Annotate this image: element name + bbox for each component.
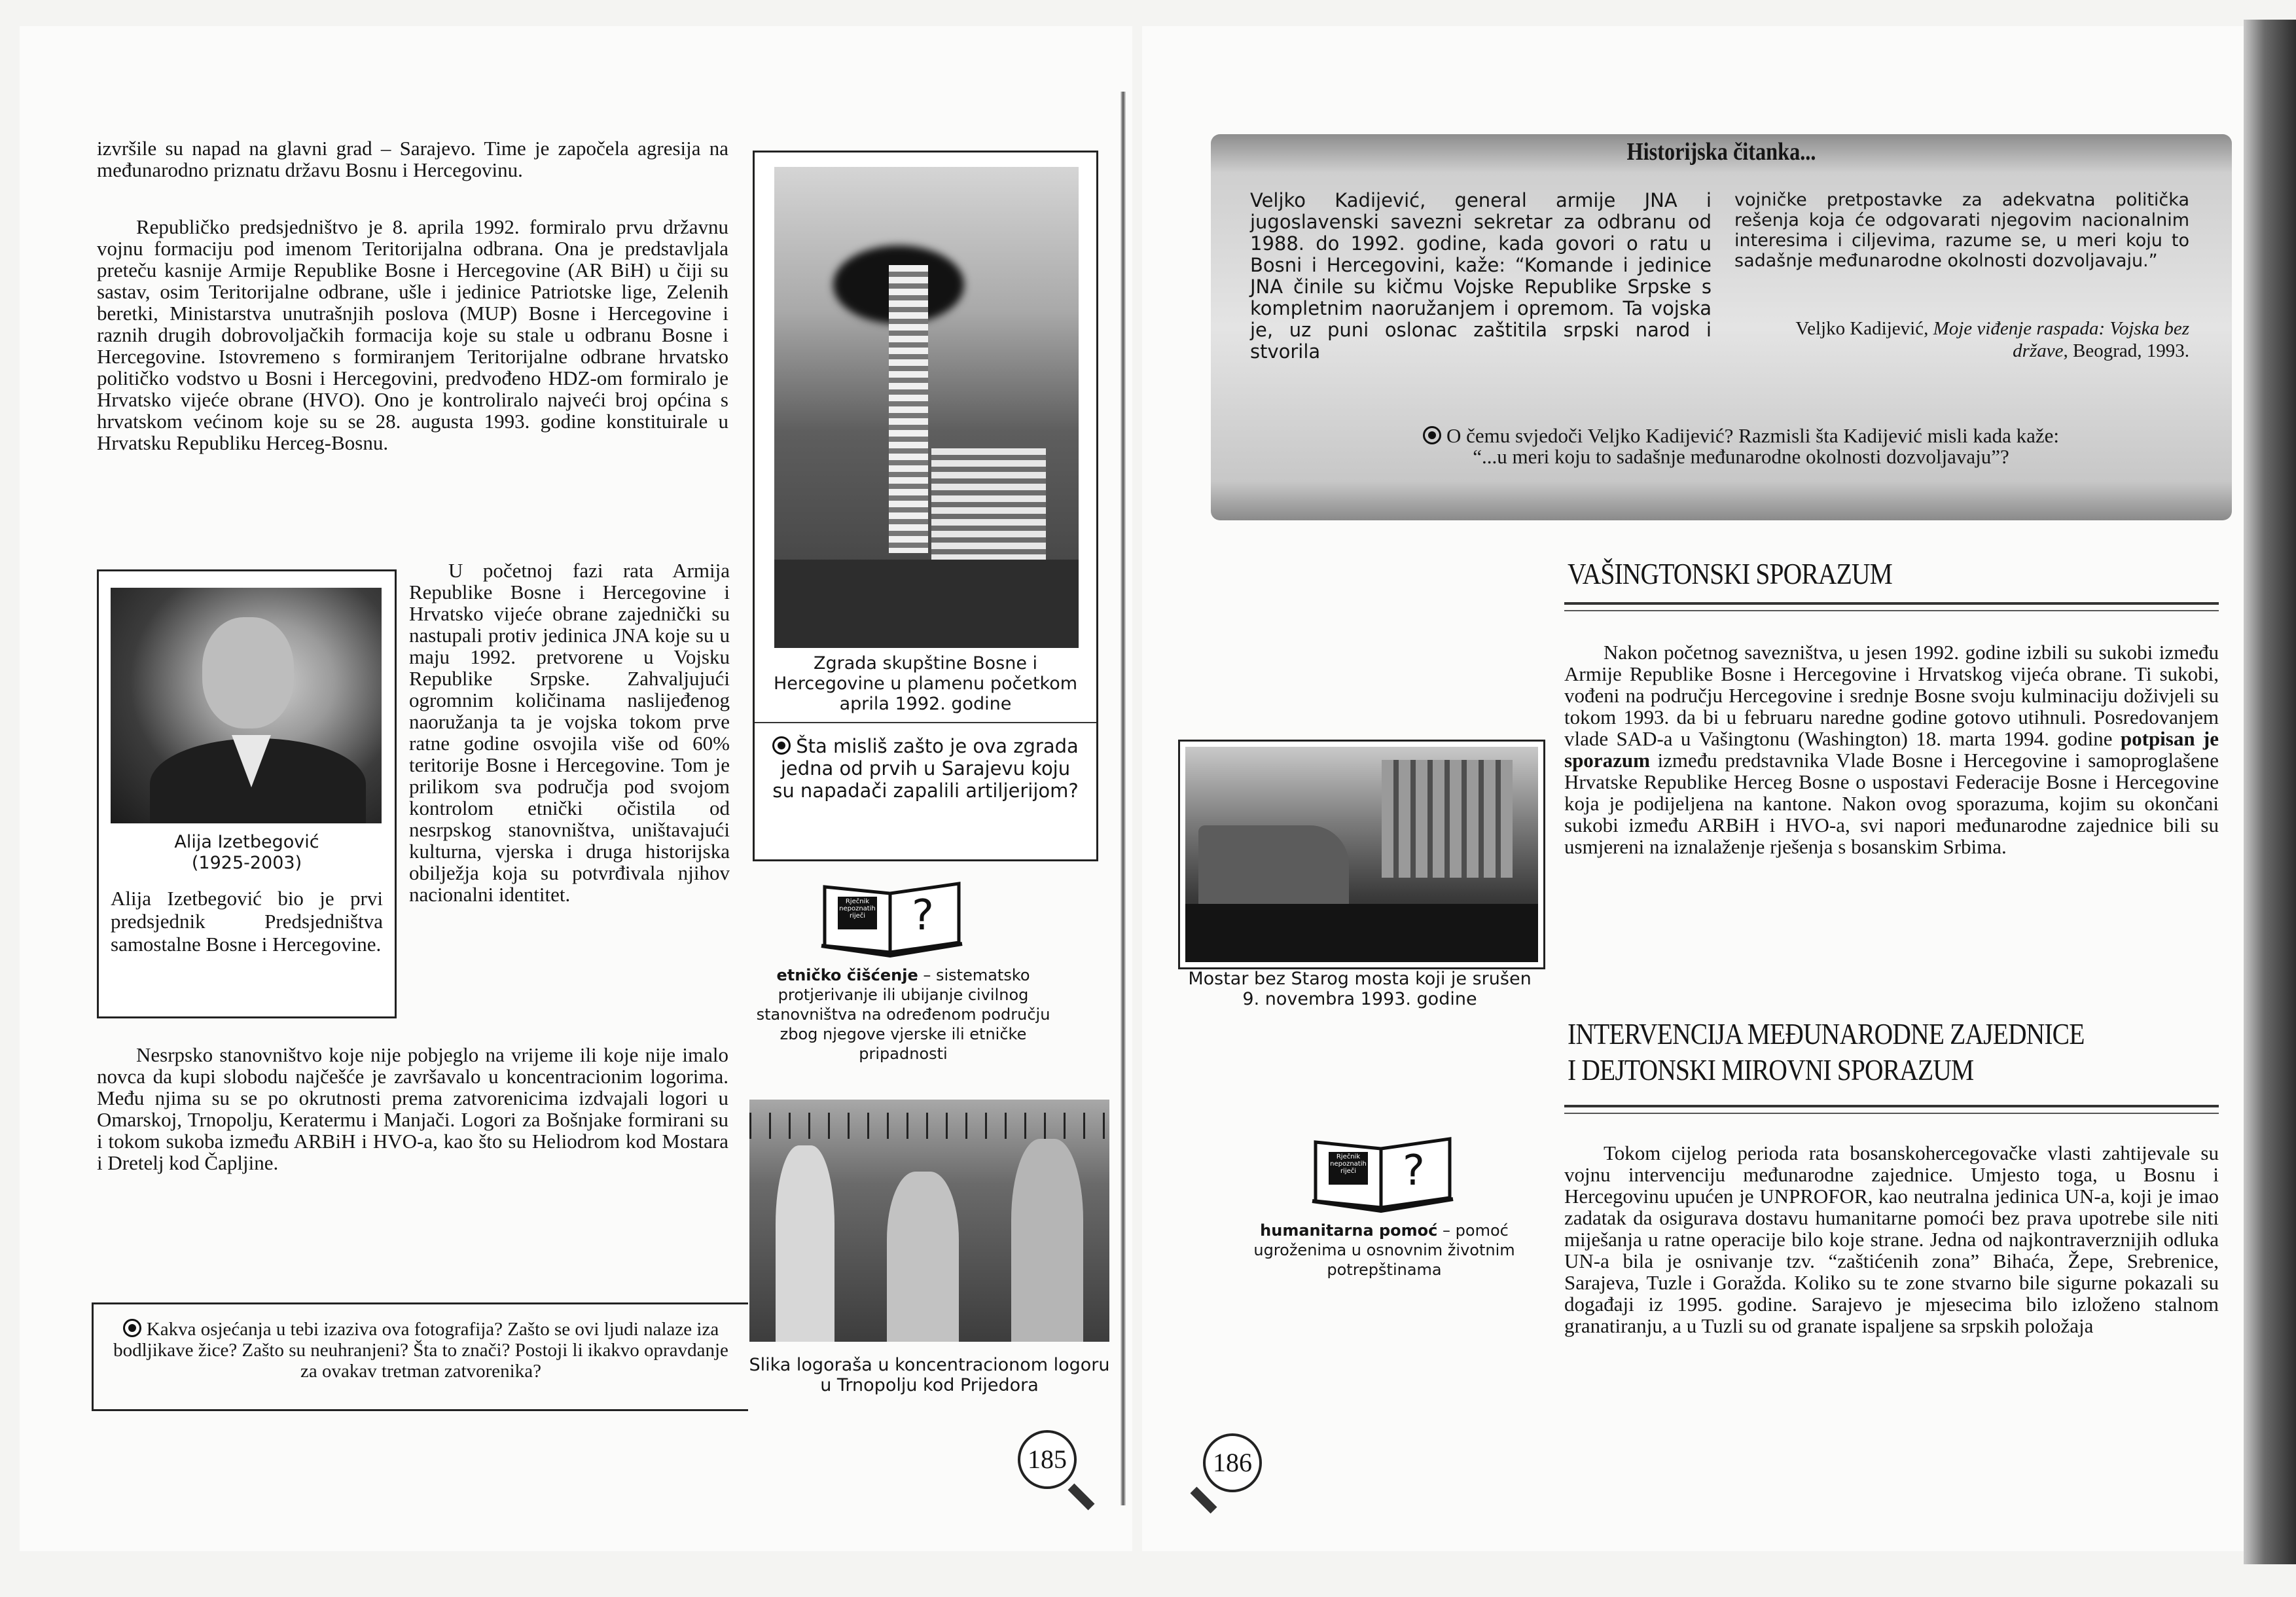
trnopolje-camp-photo: [749, 1100, 1109, 1342]
section2-rule: [1564, 1105, 2219, 1114]
parliament-building-photo: [774, 167, 1079, 648]
term-cleansing-word: etničko čišćenje: [776, 966, 918, 984]
term-ethnic-cleansing: [753, 965, 1054, 1064]
page-number-186: 186: [1203, 1433, 1262, 1492]
mostar-photo: [1185, 747, 1538, 962]
section1-text-b: između predstavnika Vlade Bosne i Hercegovine i samoproglašene Hrvatske Republike Herceg Bosne o uspostavi Federacije Bosne i Hercegovine koja je podijeljena na kantone. Nakon ovog sporazuma, kojim su okončani sukobi između ARBiH i HVO-a, svi napori međunarodne zajednice bili su usmjereni na iznalaženje rješenja s bosanskim Srbima.: [1564, 749, 2219, 858]
term-aid-definition: – pomoć ugroženima u osnovnim životnim potrepštinama: [1253, 1221, 1515, 1279]
reader-question-line1: O čemu svjedoči Veljko Kadijević? Razmisli šta Kadijević misli kada kaže:: [1446, 424, 2060, 447]
book-dictionary-icon-right: [1309, 1126, 1460, 1217]
parliament-question-text: Šta misliš zašto je ova zgrada jedna od prvih u Sarajevu koju su napadači zapalili artiljerijom?: [772, 735, 1079, 802]
war-paragraph: U početnoj fazi rata Armija Republike Bosne i Hercegovine i Hrvatsko vijeće obrane zajednički su nastupali protiv jedinica JNA koje su u maju 1992. pretvorene u Vojsku Republike Srpske. Zahvaljujući ogromnim količinama naslijeđenog naoružanja ta je vojska tokom prve ratne godine osvojila više od 60% teritorije Bosne i Hercegovine. Tom je prilikom sva područja pod svojom kontrolom etnički očistila od nesrpskog stanovništva, uništavajući kulturna, vjerska i druga historijska obilježja koja su potvrđivala njihov nacionalni identitet.: [409, 559, 730, 906]
section2-title-line1: INTERVENCIJA MEĐUNARODNE ZAJEDNICE: [1568, 1017, 2085, 1050]
intro-paragraph: izvršile su napad na glavni grad – Sarajevo. Time je započela agresija na međunarodno priznatu državu Bosnu i Hercegovinu.: [97, 137, 728, 181]
camp-caption: Slika logoraša u koncentracionom logoru u Trnopolju kod Prijedora: [749, 1355, 1110, 1395]
section2-title-line2: I DEJTONSKI MIROVNI SPORAZUM: [1568, 1053, 1974, 1086]
svg-text:?: ?: [912, 891, 934, 940]
portrait-box: [97, 569, 397, 1018]
section1-rule: [1564, 602, 2219, 611]
scan-edge-shadow: [2244, 20, 2296, 1564]
page-number-185: 185: [1018, 1430, 1077, 1489]
term-aid-word: humanitarna pomoć: [1260, 1221, 1438, 1240]
reader-quote-col2: vojničke pretpostavke za adekvatna politička rešenja koja će odgovarati njegovim nacionalnim interesima i ciljevima, razume se, u meri koju to sadašnje međunarodne okolnosti dozvoljavaju.”: [1734, 190, 2189, 271]
parliament-question: [768, 735, 1083, 802]
dictionary-label: Rječnik nepoznatih riječi: [839, 898, 876, 920]
reader-quote-col1: Veljko Kadijević, general armije JNA i jugoslavenski savezni sekretar za odbranu od 1988. do 1992. godine, kada govori o ratu u Bosni i Hercegovini, kaže: “Komande i jedinice JNA činile su kičmu Vojske Republike Srpske s kompletnim naoružanjem i opremom. Ta vojska je, uz puni oslonac zaštitila srpski narod i stvorila: [1250, 189, 1712, 363]
mostar-caption: Mostar bez Starog mosta koji je srušen 9. novembra 1993. godine: [1188, 969, 1532, 1009]
question-icon: [1423, 426, 1441, 444]
dictionary-label-right: Rječnik nepoznatih riječi: [1330, 1153, 1367, 1175]
book-dictionary-icon: [818, 870, 969, 962]
portrait-name: Alija Izetbegović: [174, 832, 319, 852]
reader-source-author: Veljko Kadijević,: [1795, 318, 1933, 339]
svg-text:?: ?: [1403, 1147, 1425, 1195]
reader-question: [1276, 425, 2206, 467]
term-cleansing-definition: – sistematsko protjerivanje ili ubijanje civilnog stanovništva na određenom području zbog njegove vjerske ili etničke pripadnosti: [756, 966, 1050, 1063]
photo-question: [107, 1319, 735, 1382]
parliament-caption: Zgrada skupštine Bosne i Hercegovine u plamenu početkom aprila 1992. godine: [773, 653, 1078, 714]
book-gutter: [1121, 92, 1126, 1505]
photo-question-text: Kakva osjećanja u tebi izaziva ova fotografija? Zašto se ovi ljudi nalaze iza bodljikave žice? Zašto su neuhranjeni? Šta to znači? Postoji li ikakvo opravdanje za ovakav tretman zatvorenika?: [113, 1319, 728, 1382]
question-icon: [772, 736, 791, 755]
reader-source: [1767, 317, 2189, 362]
reader-source-title: Moje viđenje raspada: Vojska bez države: [1933, 318, 2189, 361]
camps-paragraph: Nesrpsko stanovništvo koje nije pobjeglo na vrijeme ili koje nije imalo novca da kupi slobodu najčešće je završavalo u koncentracionim logorima. Među njima su se po okrutnosti prema zatvorenicima izdvajali logori u Omarskoj, Trnopolju, Keratermu i Manjači. Logori za Bošnjake formirani su i tokom sukoba između ARBiH i HVO-a, kao što su Heliodrom kod Mostara i Dretelj kod Čapljine.: [97, 1043, 728, 1174]
portrait-years: (1925-2003): [191, 853, 302, 873]
section2-paragraph: Tokom cijelog perioda rata bosanskohercegovačke vlasti zahtijevale su vojnu intervenciju međunarodne zajednice. Umjesto toga, u Bosnu i Hercegovinu upućen je UNPROFOR, kao neutralna jedinica UN-a, koji je imao zadatak da osigurava dostavu humanitarne pomoći bez prava upotrebe sile niti miješanja u ratne operacije bilo koje strane. Jedna od najkontraverznijih odluka UN-a bila je osnivanje tzv. “zaštićenih zona” Bihaća, Žepe, Srebrenice, Sarajeva, Tuzle i Goražda. Koliko su te zone stvarno bile sigurne pokazali su događaji iz 1995. godine. Sarajevo je mjesecima bilo izloženo stalnom granatiranju, a u Tuzli su od granate ispaljene sa srpskih položaja: [1564, 1141, 2219, 1337]
parliament-figure-box: [753, 151, 1098, 861]
reader-question-line2: “...u meri koju to sadašnje međunarodne okolnosti dozvoljavaju”?: [1473, 445, 2009, 468]
reader-title: Historijska čitanka...: [1626, 138, 1816, 166]
question-icon: [123, 1319, 141, 1337]
presidency-paragraph: Republičko predsjedništvo je 8. aprila 1992. formiralo prvu državnu vojnu formaciju pod imenom Teritorijalna odbrana. Ona je predstavljala preteču kasnije Armije Republike Bosne i Hercegovine (AR BiH) u čiji su sastav, osim Teritorijalne odbrane, ušle i jedinice Patriotske lige, Zelenih beretki, Ministarstva unutrašnjih poslova (MUP) Bosne i Hercegovine i raznih drugih dobrovoljačkih formacija koje su stale u odbranu Bosne i Hercegovine. Istovremeno s formiranjem Teritorijalne odbrane hrvatsko političko vodstvo u Bosni i Hercegovini, predvođeno HDZ-om formiralo je Hrvatsko vijeće obrane (HVO). Ono je kontroliralo najveći broj općina s hrvatskom većinom koje su se 28. augusta 1993. godine konstituirale u Hrvatsku Republiku Herceg-Bosnu.: [97, 215, 728, 454]
portrait-bio: Alija Izetbegović bio je prvi predsjednik Predsjedništva samostalne Bosne i Hercegovine.: [111, 887, 383, 956]
section1-text-bold: potpisan je sporazum: [1564, 727, 2219, 772]
section1-paragraph: [1564, 641, 2219, 857]
section1-title: VAŠINGTONSKI SPORAZUM: [1568, 557, 1892, 590]
izetbegovic-portrait: [111, 588, 382, 823]
section1-text-a: Nakon početnog savezništva, u jesen 1992. godine izbili su sukobi između Armije Republike Bosne i Hercegovine i Hrvatskog vijeća obrane. Ti sukobi, vođeni na području Hercegovine i srednje Bosne svoju kulminaciju doživjeli su tokom 1993. da bi u februaru naredne godine gotovo utihnuli. Posredovanjem vlade SAD-a u Vašingtonu (Washington) 18. marta 1994. godine: [1564, 641, 2219, 750]
reader-source-place: , Beograd, 1993.: [2063, 340, 2189, 361]
photo-question-box: [92, 1302, 748, 1411]
term-humanitarian-aid: [1244, 1221, 1525, 1280]
mostar-photo-frame: [1178, 740, 1545, 969]
